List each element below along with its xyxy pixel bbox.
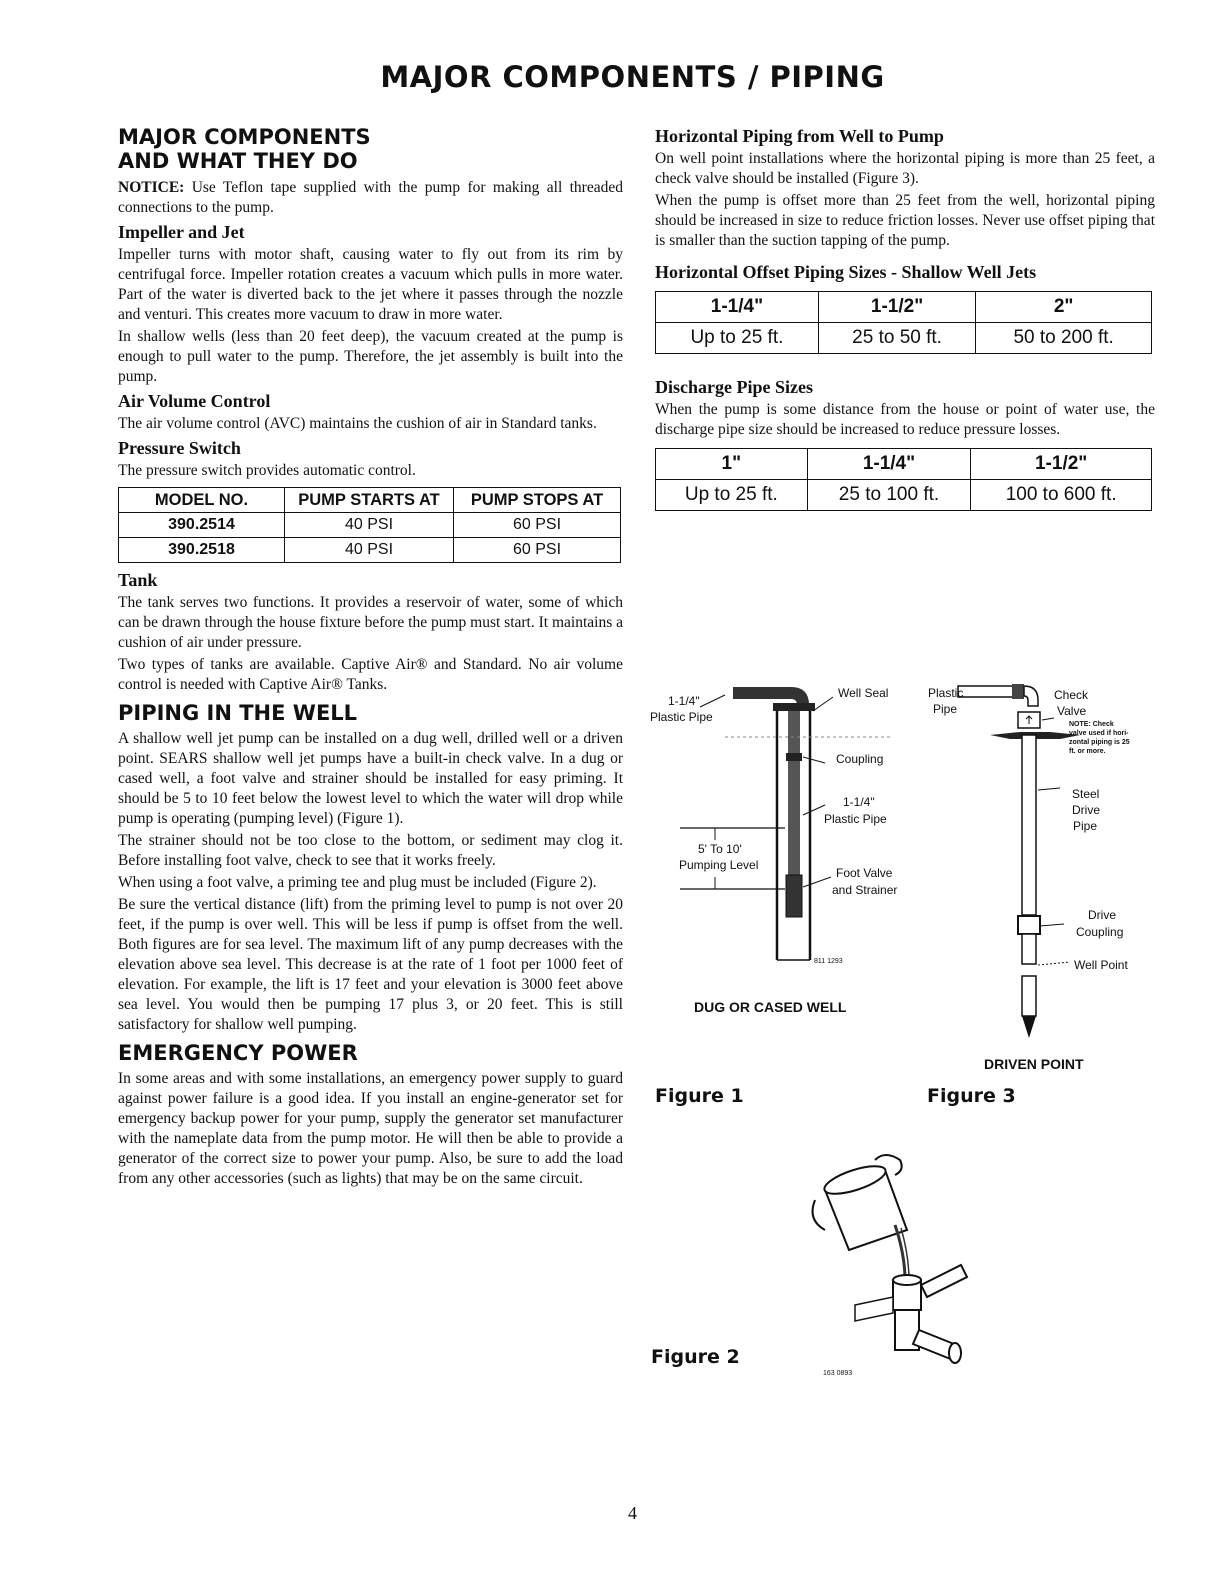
- fig1-label-level2: Pumping Level: [679, 858, 759, 872]
- pipe-end: [949, 1343, 961, 1363]
- fig3-label-steel2: Drive: [1072, 803, 1101, 817]
- discharge-paragraph: When the pump is some distance from the house or point of water use, the discharge pipe size should be increased to reduce pressure losses.: [655, 401, 1155, 438]
- avc-paragraph: The air volume control (AVC) maintains the cushion of air in Standard tanks.: [118, 415, 597, 432]
- figure2-priming-diagram: [795, 1140, 975, 1390]
- right-column: [655, 125, 1155, 517]
- fig3-note-line3: zontal piping is 25: [1069, 739, 1130, 746]
- figure2-label: Figure 2: [651, 1346, 740, 1368]
- horizontal-heading: Horizontal Piping from Well to Pump: [655, 126, 944, 146]
- tee-opening: [893, 1275, 921, 1285]
- fig1-label-pipe2: Plastic Pipe: [650, 710, 713, 724]
- pressure-heading: Pressure Switch: [118, 438, 241, 458]
- emergency-paragraph: In some areas and with some installations, an emergency power supply to guard against power failure is a good idea. If you install an engine-generator set for emergency backup power for your pump, supply the generator set manufacturer with the nameplate data from the pump motor. He will then be able to provide a generator of the correct size to power your pump. Also, be sure to add the load from any other accessories (such as lights) that may be on the same circuit.: [118, 1070, 623, 1187]
- fig1-label-pipe: 1-1/4": [668, 694, 700, 708]
- impeller-paragraph-2: In shallow wells (less than 20 feet deep), the vacuum created at the pump is enough to pull water to the pump. Therefore, the jet assembly is built into the pump.: [118, 328, 623, 385]
- table-cell: 1": [656, 449, 808, 480]
- piping-heading: PIPING IN THE WELL: [118, 701, 358, 725]
- fig3-label-drive2: Coupling: [1076, 925, 1124, 939]
- pipe-fitting: [1012, 684, 1024, 699]
- piping-paragraph-4: Be sure the vertical distance (lift) from the priming level to pump is not over 20 feet, if the pump is over well. This will be less if pump is offset from the well. Both figures are for sea level. The maximum lift of any pump decreases with the elevation above sea level. This decrease is at the rate of 1 foot per 1000 feet of elevation. For example, the lift is 17 feet and your elevation is 3000 feet above sea level. You would then be pumping 17 plus 3, or 20 feet. This is still satisfactory for shallow well pumping.: [118, 896, 623, 1033]
- table-cell: 50 to 200 ft.: [976, 323, 1152, 354]
- pressure-header-stops: PUMP STOPS AT: [454, 488, 621, 513]
- steel-drive-pipe: [1022, 735, 1036, 915]
- horizontal-paragraph-2: When the pump is offset more than 25 feet from the well, horizontal piping should be increased in size to reduce friction losses. Never use offset piping that is smaller than the suction tapping of the pump.: [655, 192, 1155, 249]
- table-row: [656, 323, 1152, 354]
- foot-valve-strainer: [786, 875, 802, 917]
- fig3-note-line4: ft. or more.: [1069, 748, 1106, 755]
- leader-line: [1038, 962, 1070, 965]
- fig3-label-drive1: Drive: [1088, 908, 1117, 922]
- leader-line: [1042, 718, 1054, 720]
- fig1-label-pipe-mid: 1-1/4": [843, 795, 875, 809]
- fig3-label-plastic2: Pipe: [933, 702, 958, 716]
- fig1-code: 811 1293: [814, 958, 843, 965]
- notice-paragraph: [118, 178, 623, 218]
- offset-table: [655, 291, 1152, 354]
- point-tip: [1022, 1016, 1036, 1038]
- avc-heading: Air Volume Control: [118, 391, 271, 411]
- pressure-paragraph: The pressure switch provides automatic control.: [118, 462, 416, 479]
- fig1-label-seal: Well Seal: [838, 686, 889, 700]
- fig1-label-foot1: Foot Valve: [836, 866, 893, 880]
- major-components-heading: [118, 125, 623, 173]
- notice-label: NOTICE:: [118, 179, 185, 196]
- major-heading-line2: AND WHAT THEY DO: [118, 149, 358, 173]
- page-title: MAJOR COMPONENTS / PIPING: [380, 60, 885, 94]
- fig3-label-steel3: Pipe: [1073, 819, 1098, 833]
- tank-heading: Tank: [118, 570, 158, 590]
- table-cell: 25 to 50 ft.: [818, 323, 975, 354]
- leader-line: [803, 877, 831, 887]
- fig1-caption: DUG OR CASED WELL: [694, 999, 847, 1015]
- emergency-heading: EMERGENCY POWER: [118, 1041, 358, 1065]
- table-cell: 40 PSI: [285, 538, 454, 563]
- major-heading-line1: MAJOR COMPONENTS: [118, 125, 371, 149]
- impeller-paragraph-1: Impeller turns with motor shaft, causing water to fly out from its rim by centrifugal force. Impeller rotation creates a vacuum which pulls in more water. Part of the water is diverted back to the jet where it passes through the nozzle and venturi. This creates more vacuum to draw in more water.: [118, 246, 623, 323]
- leader-line: [803, 805, 825, 815]
- piping-paragraph-1: A shallow well jet pump can be installed on a dug well, drilled well or a driven point. SEARS shallow well jet pumps have a built-in check valve. In a dug or cased well, a foot valve and strainer should be installed for easy priming. It should be 5 to 10 feet below the lowest level to which the water will drop while pump is operating (pumping level) (Figure 1).: [118, 730, 623, 827]
- fig3-label-steel1: Steel: [1072, 787, 1100, 801]
- fig3-caption: DRIVEN POINT: [984, 1056, 1084, 1072]
- pressure-header-starts: PUMP STARTS AT: [285, 488, 454, 513]
- figure1-label: Figure 1: [655, 1085, 744, 1107]
- fig3-note-line2: valve used if hori-: [1069, 730, 1129, 737]
- table-cell: 60 PSI: [454, 538, 621, 563]
- table-cell: 1-1/4": [656, 292, 819, 323]
- plastic-pipe: [958, 686, 1013, 697]
- table-cell: 2": [976, 292, 1152, 323]
- fig3-label-check2: Valve: [1057, 704, 1087, 718]
- fig3-note-line1: NOTE: Check: [1069, 721, 1114, 728]
- fig1-label-coupling: Coupling: [836, 752, 884, 766]
- well-seal: [773, 703, 815, 711]
- table-cell: 60 PSI: [454, 513, 621, 538]
- leader-line: [1040, 924, 1064, 926]
- leader-line: [700, 695, 725, 707]
- table-cell: 100 to 600 ft.: [971, 480, 1152, 511]
- bucket-handle: [813, 1200, 825, 1230]
- fig1-label-pipe-mid2: Plastic Pipe: [824, 812, 887, 826]
- piping-paragraph-2: The strainer should not be too close to the bottom, or sediment may clog it. Before installing foot valve, check to see that it works freely.: [118, 832, 623, 869]
- leader-line: [803, 757, 825, 763]
- offset-heading: Horizontal Offset Piping Sizes - Shallow Well Jets: [655, 262, 1037, 282]
- pressure-header-model: MODEL NO.: [119, 488, 285, 513]
- left-column: [118, 125, 623, 1191]
- table-cell: 25 to 100 ft.: [807, 480, 971, 511]
- drive-coupling: [1018, 916, 1040, 934]
- lower-pipe: [1022, 934, 1036, 964]
- table-cell: 1-1/2": [971, 449, 1152, 480]
- table-cell: 40 PSI: [285, 513, 454, 538]
- fig1-label-level1: 5' To 10': [698, 842, 742, 856]
- horizontal-paragraph-1: On well point installations where the horizontal piping is more than 25 feet, a check valve should be installed (Figure 3).: [655, 150, 1155, 187]
- elbow-fitting: [1024, 686, 1038, 706]
- discharge-heading: Discharge Pipe Sizes: [655, 377, 813, 397]
- well-point: [1022, 976, 1036, 1016]
- impeller-heading: Impeller and Jet: [118, 222, 245, 242]
- fig3-label-check1: Check: [1054, 688, 1089, 702]
- tank-paragraph-1: The tank serves two functions. It provides a reservoir of water, some of which can be drawn through the house fixture before the pump must start. It maintains a cushion of air under pressure.: [118, 594, 623, 651]
- table-cell: Up to 25 ft.: [656, 480, 808, 511]
- pipe-left: [855, 1297, 893, 1321]
- page-number: 4: [628, 1503, 637, 1523]
- horizontal-pipe: [733, 687, 791, 699]
- notice-text: Use Teflon tape supplied with the pump for making all threaded connections to the pump.: [118, 179, 623, 216]
- table-cell: 390.2514: [119, 513, 285, 538]
- table-row: [119, 538, 621, 563]
- pipe-right: [921, 1265, 967, 1297]
- piping-paragraph-3: When using a foot valve, a priming tee and plug must be included (Figure 2).: [118, 874, 597, 891]
- discharge-table-header-row: [656, 449, 1152, 480]
- fig3-label-point: Well Point: [1074, 958, 1128, 972]
- discharge-table: [655, 448, 1152, 511]
- table-row: [656, 480, 1152, 511]
- pressure-table: [118, 487, 621, 563]
- leader-line: [1038, 788, 1060, 790]
- figure3-label: Figure 3: [927, 1085, 1016, 1107]
- pressure-table-header-row: [119, 488, 621, 513]
- table-cell: 1-1/2": [818, 292, 975, 323]
- fig3-note: [1069, 720, 1130, 756]
- fig3-label-plastic1: Plastic: [928, 686, 964, 700]
- table-cell: 1-1/4": [807, 449, 971, 480]
- tank-paragraph-2: Two types of tanks are available. Captive Air® and Standard. No air volume control is needed with Captive Air® Tanks.: [118, 656, 623, 693]
- leader-line: [813, 697, 833, 711]
- table-cell: 390.2518: [119, 538, 285, 563]
- table-cell: Up to 25 ft.: [656, 323, 819, 354]
- fig2-code: 163 0893: [823, 1370, 853, 1377]
- offset-table-header-row: [656, 292, 1152, 323]
- coupling: [786, 753, 802, 761]
- table-row: [119, 513, 621, 538]
- fig1-label-foot2: and Strainer: [832, 883, 898, 897]
